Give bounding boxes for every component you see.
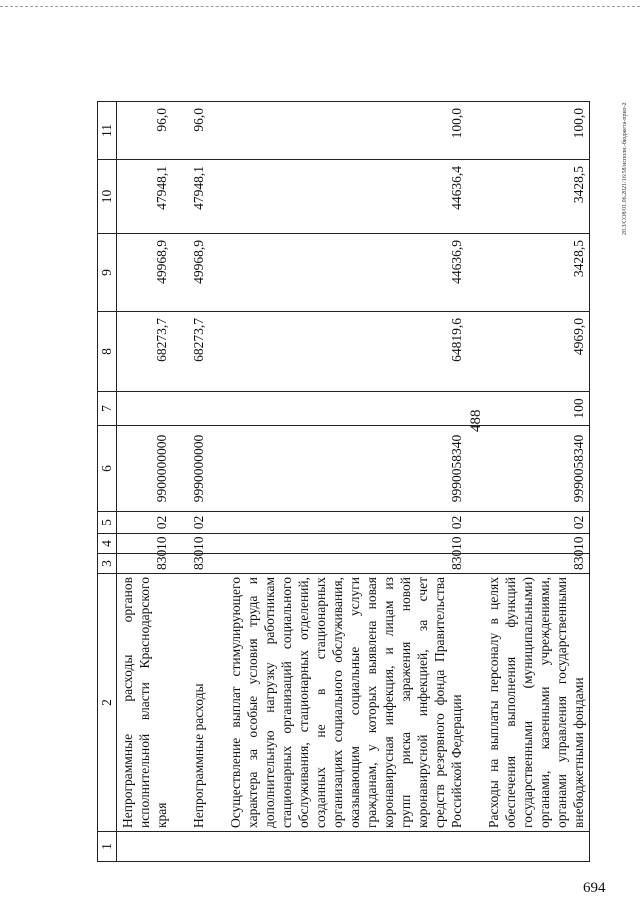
row-number-cell: [117, 832, 173, 862]
cell-col-8: 64819,6: [225, 312, 467, 392]
cell-col-10: 44636,4: [225, 160, 467, 234]
header-col-9: 9: [98, 234, 117, 312]
cell-rz: 10: [188, 534, 209, 554]
row-number-cell: [188, 832, 209, 862]
header-col-1: 1: [98, 832, 117, 862]
row-name: Расходы на выплаты персоналу в целях обеспечения выполнения функций государственными (муниципальными) органами, казенными учреждениями, органами управления государственными внебюджетными фондами: [483, 574, 590, 832]
header-col-10: 10: [98, 160, 117, 234]
cell-col-9: 49968,9: [188, 234, 209, 312]
cell-ved: 830: [117, 554, 173, 574]
budget-table: [97, 101, 590, 862]
cell-csr: 9990058340: [483, 426, 590, 512]
scan-edge-line: [0, 6, 640, 7]
table-row: [117, 102, 173, 862]
cell-rz: 10: [483, 534, 590, 554]
budget-table-rotated: [97, 102, 586, 862]
cell-rz: 10: [225, 534, 467, 554]
cell-vr: 100: [483, 392, 590, 426]
header-col-3: 3: [98, 554, 117, 574]
row-name: Непрограммные расходы органов исполнительной власти Краснодарского края: [117, 574, 173, 832]
header-row: [98, 102, 117, 862]
table-row: [483, 102, 590, 862]
row-number-cell: [225, 832, 467, 862]
cell-col-9: 44636,9: [225, 234, 467, 312]
row-number-cell: [483, 832, 590, 862]
cell-ved: 830: [483, 554, 590, 574]
table-row: [225, 102, 467, 862]
cell-col-11: 100,0: [225, 102, 467, 160]
cell-csr: 9990058340: [225, 426, 467, 512]
table-row: [188, 102, 209, 862]
cell-pr: 02: [225, 512, 467, 534]
cell-vr: [225, 392, 467, 426]
cell-vr: [188, 392, 209, 426]
cell-pr: 02: [188, 512, 209, 534]
cell-col-11: 100,0: [483, 102, 590, 160]
page-number-bottom: 694: [583, 880, 606, 896]
cell-col-11: 96,0: [188, 102, 209, 160]
cell-pr: 02: [117, 512, 173, 534]
cell-col-10: 3428,5: [483, 160, 590, 234]
row-name: Непрограммные расходы: [188, 574, 209, 832]
row-name: Осуществление выплат стимулирующего характера за особые условия труда и дополнительную нагрузку работникам стационарных организаций социального обслуживания, стационарных отделений, созданных не в стационарных организациях социального обслуживания, оказывающим социальные услуги гражданам, у которых выявлена новая коронавирусная инфекция, и лицам из групп риска заражения новой коронавирусной инфекцией, за счет средств резервного фонда Правительства Российской Федерации: [225, 574, 467, 832]
header-col-2: 2: [98, 574, 117, 832]
cell-col-9: 3428,5: [483, 234, 590, 312]
cell-col-8: 4969,0: [483, 312, 590, 392]
row-spacer: [172, 102, 188, 862]
cell-csr: 9990000000: [188, 426, 209, 512]
cell-col-10: 47948,1: [117, 160, 173, 234]
cell-col-9: 49968,9: [117, 234, 173, 312]
cell-col-8: 68273,7: [117, 312, 173, 392]
header-col-11: 11: [98, 102, 117, 160]
cell-ved: 830: [188, 554, 209, 574]
header-col-4: 4: [98, 534, 117, 554]
header-col-5: 5: [98, 512, 117, 534]
cell-rz: 10: [117, 534, 173, 554]
file-stamp: 20.3/CO8/01.06.2021/16:58/исполн.-бюджета-прил-2: [622, 102, 628, 235]
row-spacer: [467, 102, 483, 862]
page-number-top: 488: [468, 409, 484, 432]
cell-col-10: 47948,1: [188, 160, 209, 234]
header-col-7: 7: [98, 392, 117, 426]
cell-vr: [117, 392, 173, 426]
row-spacer: [209, 102, 225, 862]
header-col-6: 6: [98, 426, 117, 512]
cell-col-11: 96,0: [117, 102, 173, 160]
cell-col-8: 68273,7: [188, 312, 209, 392]
cell-csr: 9900000000: [117, 426, 173, 512]
cell-pr: 02: [483, 512, 590, 534]
header-col-8: 8: [98, 312, 117, 392]
cell-ved: 830: [225, 554, 467, 574]
